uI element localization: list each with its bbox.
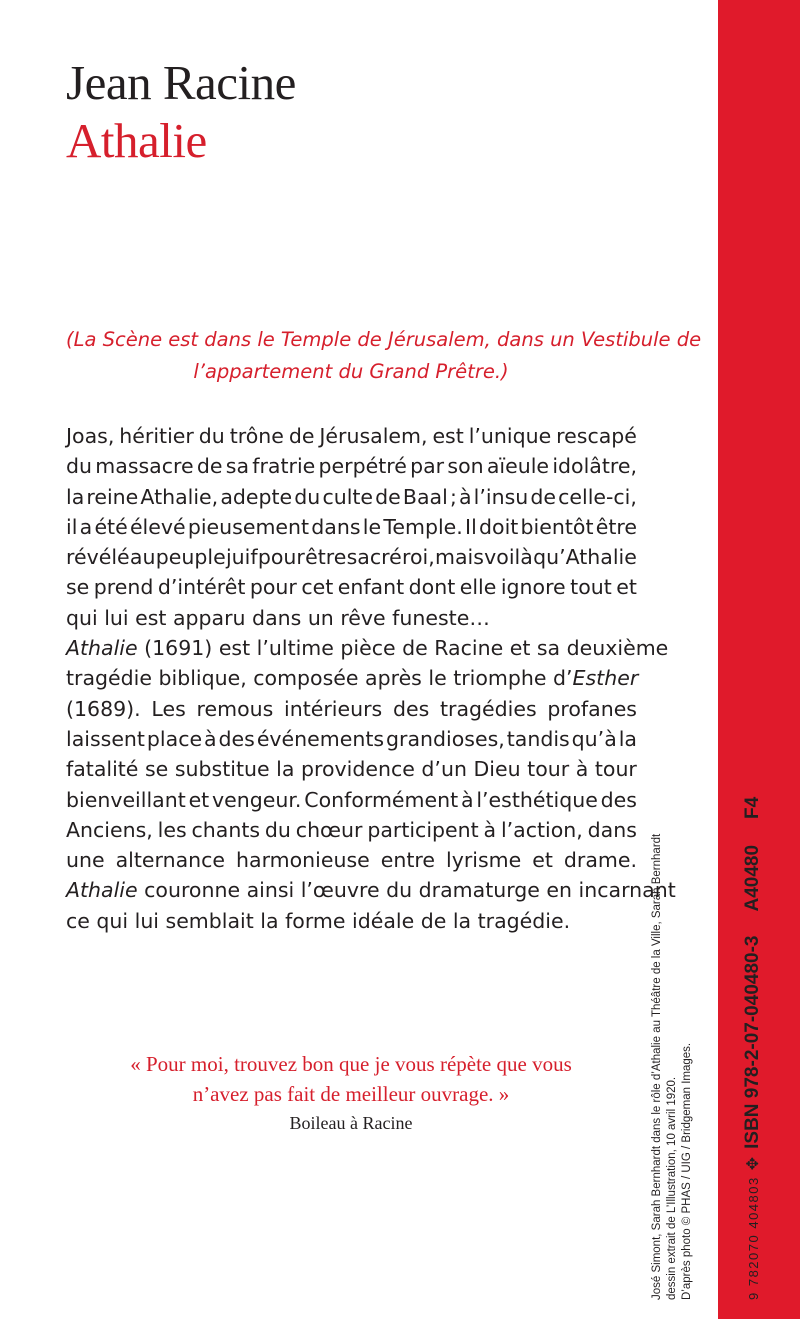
word: de bbox=[288, 424, 315, 448]
word: fatalité bbox=[66, 757, 139, 782]
word: (1689). bbox=[66, 696, 141, 721]
word: à bbox=[460, 787, 474, 812]
word: l’unique bbox=[468, 424, 552, 448]
word: idolâtre, bbox=[552, 454, 637, 479]
summary-line bbox=[66, 845, 637, 875]
word: à bbox=[204, 726, 217, 751]
summary-line-text: tragédie biblique, composée après le triomphe d’ bbox=[66, 666, 573, 691]
summary-line bbox=[66, 512, 637, 542]
word: Joas, bbox=[66, 424, 115, 448]
word: alternance bbox=[115, 848, 226, 873]
image-credits bbox=[650, 834, 695, 1300]
word: des bbox=[392, 696, 430, 721]
summary-line bbox=[66, 572, 637, 602]
isbn-number: ISBN 978-2-07-040480-3 bbox=[742, 935, 763, 1149]
word: Il bbox=[465, 514, 477, 539]
credit-line: dessin extrait de L’Illustration, 10 avril 1920. bbox=[666, 1076, 678, 1300]
word: révélé bbox=[66, 545, 130, 570]
word: ; bbox=[449, 484, 457, 509]
word: prend bbox=[93, 575, 154, 600]
author-name: Jean Racine bbox=[66, 55, 296, 110]
word: bientôt bbox=[520, 514, 594, 539]
word: il bbox=[66, 514, 78, 539]
word: Dieu bbox=[473, 757, 521, 782]
word: adepte bbox=[220, 484, 293, 509]
word: bienveillant bbox=[66, 787, 186, 812]
word: l’insu bbox=[473, 484, 529, 509]
word: à bbox=[483, 817, 497, 842]
word: du bbox=[264, 817, 291, 842]
word: tour bbox=[594, 757, 637, 782]
summary-line bbox=[66, 754, 637, 784]
word: vengeur. bbox=[212, 787, 302, 812]
word: pour bbox=[249, 575, 297, 600]
word: dans bbox=[311, 514, 361, 539]
series-code: F4 bbox=[742, 796, 763, 819]
word: été bbox=[94, 514, 128, 539]
word: événements bbox=[256, 726, 385, 751]
word: Conformément bbox=[304, 787, 459, 812]
word: dans bbox=[587, 817, 637, 842]
word: mais bbox=[434, 545, 484, 570]
summary-line bbox=[66, 421, 637, 451]
word: Anciens, bbox=[66, 817, 153, 842]
word: profanes bbox=[547, 696, 637, 721]
word: est bbox=[432, 424, 464, 448]
word: lyrisme bbox=[446, 848, 522, 873]
word: substitue bbox=[174, 757, 270, 782]
publisher-logo-icon: ✥ bbox=[745, 1156, 762, 1171]
word: aïeule bbox=[486, 454, 550, 479]
credit-line: José Simont, Sarah Bernhardt dans le rôle d’Athalie au Théâtre de la Ville, Sarah Bernhardt bbox=[651, 833, 663, 1300]
word: roi, bbox=[401, 545, 435, 570]
word: et bbox=[532, 848, 553, 873]
summary-line-text: couronne ainsi l’œuvre du dramaturge en incarnant bbox=[137, 878, 676, 903]
word: drame. bbox=[563, 848, 637, 873]
word: perpétré bbox=[318, 454, 407, 479]
play-title-italic: Athalie bbox=[66, 636, 138, 661]
word: place bbox=[146, 726, 203, 751]
book-title: Athalie bbox=[66, 113, 207, 168]
word: fratrie bbox=[252, 454, 316, 479]
word: de bbox=[530, 484, 556, 509]
word: rescapé bbox=[556, 424, 637, 448]
pull-quote bbox=[66, 1049, 636, 1109]
word: sa bbox=[225, 454, 250, 479]
quote-source: Boileau à Racine bbox=[289, 1113, 413, 1133]
summary-line bbox=[66, 724, 637, 754]
word: son bbox=[447, 454, 484, 479]
quote-line: « Pour moi, trouvez bon que je vous répète que vous bbox=[130, 1052, 572, 1076]
word: qu’à bbox=[571, 726, 617, 751]
word: d’un bbox=[421, 757, 467, 782]
word: chœur bbox=[295, 817, 363, 842]
word: elle bbox=[459, 575, 497, 600]
word: a bbox=[79, 514, 93, 539]
summary-line bbox=[66, 482, 637, 512]
word: intérieurs bbox=[284, 696, 383, 721]
word: de bbox=[196, 454, 223, 479]
word: des bbox=[600, 787, 637, 812]
isbn-block bbox=[742, 797, 764, 1300]
summary-line: qui lui est apparu dans un rêve funeste… bbox=[66, 605, 490, 630]
scene-note bbox=[66, 324, 702, 388]
word: et bbox=[188, 787, 210, 812]
summary-line bbox=[66, 633, 669, 663]
word: du bbox=[198, 424, 225, 448]
word: et bbox=[616, 575, 637, 600]
word: participent bbox=[367, 817, 479, 842]
word: Temple. bbox=[383, 514, 463, 539]
summary-line bbox=[66, 451, 637, 481]
word: dont bbox=[408, 575, 456, 600]
word: juif bbox=[225, 545, 258, 570]
barcode-digits: 9 782070 404803 bbox=[745, 1176, 761, 1300]
summary-line-text: (1691) est l’ultime pièce de Racine et sa deuxième bbox=[137, 636, 669, 661]
summary-line bbox=[66, 663, 637, 693]
word: une bbox=[66, 848, 105, 873]
word: à bbox=[575, 757, 589, 782]
word: élevé bbox=[129, 514, 186, 539]
word: du bbox=[294, 484, 321, 509]
word: massacre bbox=[95, 454, 194, 479]
summary-line bbox=[66, 785, 637, 815]
word: de bbox=[375, 484, 401, 509]
word: d’intérêt bbox=[157, 575, 246, 600]
word: chants bbox=[191, 817, 261, 842]
word: trône bbox=[229, 424, 284, 448]
word: l’action, bbox=[500, 817, 583, 842]
summary-line: ce qui lui semblait la forme idéale de la tragédie. bbox=[66, 908, 571, 933]
credit-line: D’après photo © PHAS / UIG / Bridgeman Images. bbox=[681, 1042, 693, 1300]
word: voilà bbox=[484, 545, 533, 570]
word: pour bbox=[257, 545, 305, 570]
word: des bbox=[218, 726, 255, 751]
word: pieusement bbox=[187, 514, 310, 539]
word: reine bbox=[86, 484, 139, 509]
summary-line bbox=[66, 815, 637, 845]
word: à bbox=[458, 484, 472, 509]
word: sacré bbox=[346, 545, 402, 570]
word: Jérusalem, bbox=[319, 424, 428, 448]
word: Athalie, bbox=[140, 484, 219, 509]
word: se bbox=[144, 757, 169, 782]
word: tout bbox=[570, 575, 612, 600]
scene-note-line: l’appartement du Grand Prêtre.) bbox=[193, 360, 509, 383]
word: héritier bbox=[119, 424, 194, 448]
word: être bbox=[595, 514, 637, 539]
word: entre bbox=[380, 848, 435, 873]
word: tour bbox=[527, 757, 570, 782]
word: le bbox=[362, 514, 382, 539]
word: au bbox=[129, 545, 156, 570]
word: doit bbox=[479, 514, 519, 539]
quote-line: n’avez pas fait de meilleur ouvrage. » bbox=[192, 1082, 510, 1106]
word: harmonieuse bbox=[236, 848, 370, 873]
play-title-italic: Esther bbox=[572, 666, 639, 691]
word: la bbox=[276, 757, 295, 782]
summary-line bbox=[66, 542, 637, 572]
word: l’esthétique bbox=[476, 787, 598, 812]
product-code: A40480 bbox=[742, 844, 763, 912]
word: culte bbox=[322, 484, 374, 509]
word: Baal bbox=[402, 484, 448, 509]
word: remous bbox=[196, 696, 274, 721]
word: être bbox=[305, 545, 347, 570]
summary-text bbox=[66, 421, 676, 936]
scene-note-line: (La Scène est dans le Temple de Jérusalem, dans un Vestibule de bbox=[66, 328, 702, 351]
word: celle-ci, bbox=[558, 484, 637, 509]
word: les bbox=[157, 817, 187, 842]
word: peuple bbox=[155, 545, 226, 570]
summary-line bbox=[66, 875, 676, 905]
word: ignore bbox=[500, 575, 566, 600]
word: tragédies bbox=[440, 696, 537, 721]
word: providence bbox=[300, 757, 415, 782]
word: laissent bbox=[66, 726, 145, 751]
word: du bbox=[66, 454, 93, 479]
word: enfant bbox=[337, 575, 405, 600]
word: qu’Athalie bbox=[533, 545, 637, 570]
word: Les bbox=[151, 696, 186, 721]
word: la bbox=[618, 726, 637, 751]
word: cet bbox=[301, 575, 334, 600]
word: tandis bbox=[506, 726, 570, 751]
word: la bbox=[66, 484, 85, 509]
play-title-italic: Athalie bbox=[66, 878, 138, 903]
word: se bbox=[66, 575, 90, 600]
word: par bbox=[410, 454, 445, 479]
summary-line bbox=[66, 694, 637, 724]
word: grandioses, bbox=[386, 726, 505, 751]
